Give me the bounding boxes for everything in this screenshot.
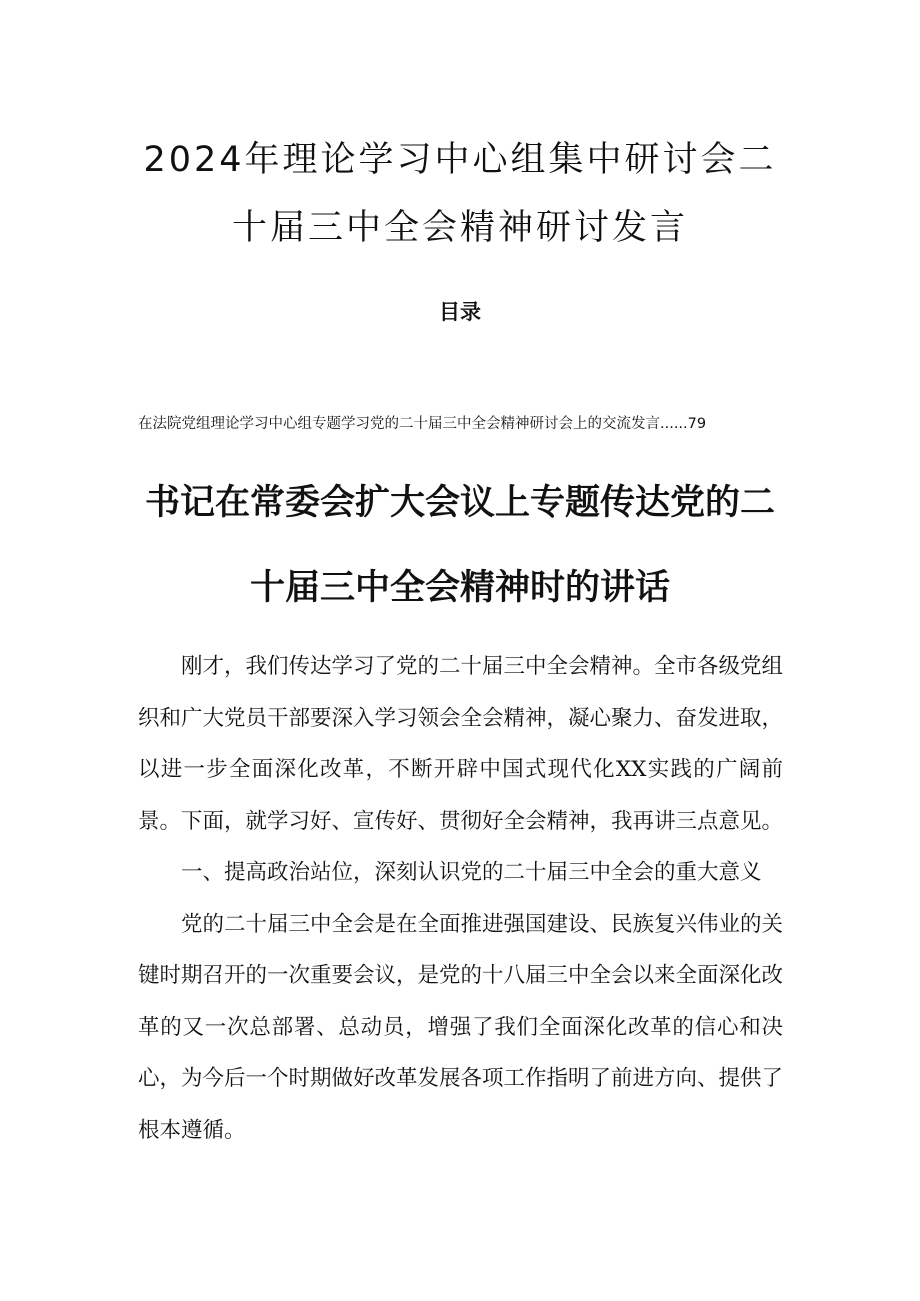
document-title-line-2: 十届三中全会精神研讨发言 — [231, 208, 688, 248]
document-title-line-1: 2024年理论学习中心组集中研讨会二 — [143, 140, 777, 180]
paragraph-significance: 党的二十届三中全会是在全面推进强国建设、民族复兴伟业的关键时期召开的一次重要会议，是党的十八届三中全会以来全面深化改革的又一次总部署、总动员，增强了我们全面深化改革的信心和决心，为今后一个时期做好改革发展各项工作指明了前进方向、提供了根本遵循。 — [138, 911, 784, 1143]
body-text — [138, 641, 783, 1156]
section-title-line-1: 书记在常委会扩大会议上专题传达党的二 — [144, 483, 775, 523]
paragraph-intro: 刚才，我们传达学习了党的二十届三中全会精神。全市各级党组织和广大党员干部要深入学习领会全会精神，凝心聚力、奋发进取，以进一步全面深化改革，不断开辟中国式现代化XX实践的广阔前景。下面，就学习好、宣传好、贯彻好全会精神，我再讲三点意见。 — [138, 654, 784, 834]
paragraph-heading-one: 一、提高政治站位，深刻认识党的二十届三中全会的重大意义 — [181, 860, 762, 885]
toc-heading: 目录 — [439, 300, 481, 324]
toc-entry: 在法院党组理论学习中心组专题学习党的二十届三中全会精神研讨会上的交流发言......79 — [138, 416, 707, 432]
section-title-line-2: 十届三中全会精神时的讲话 — [249, 568, 670, 608]
